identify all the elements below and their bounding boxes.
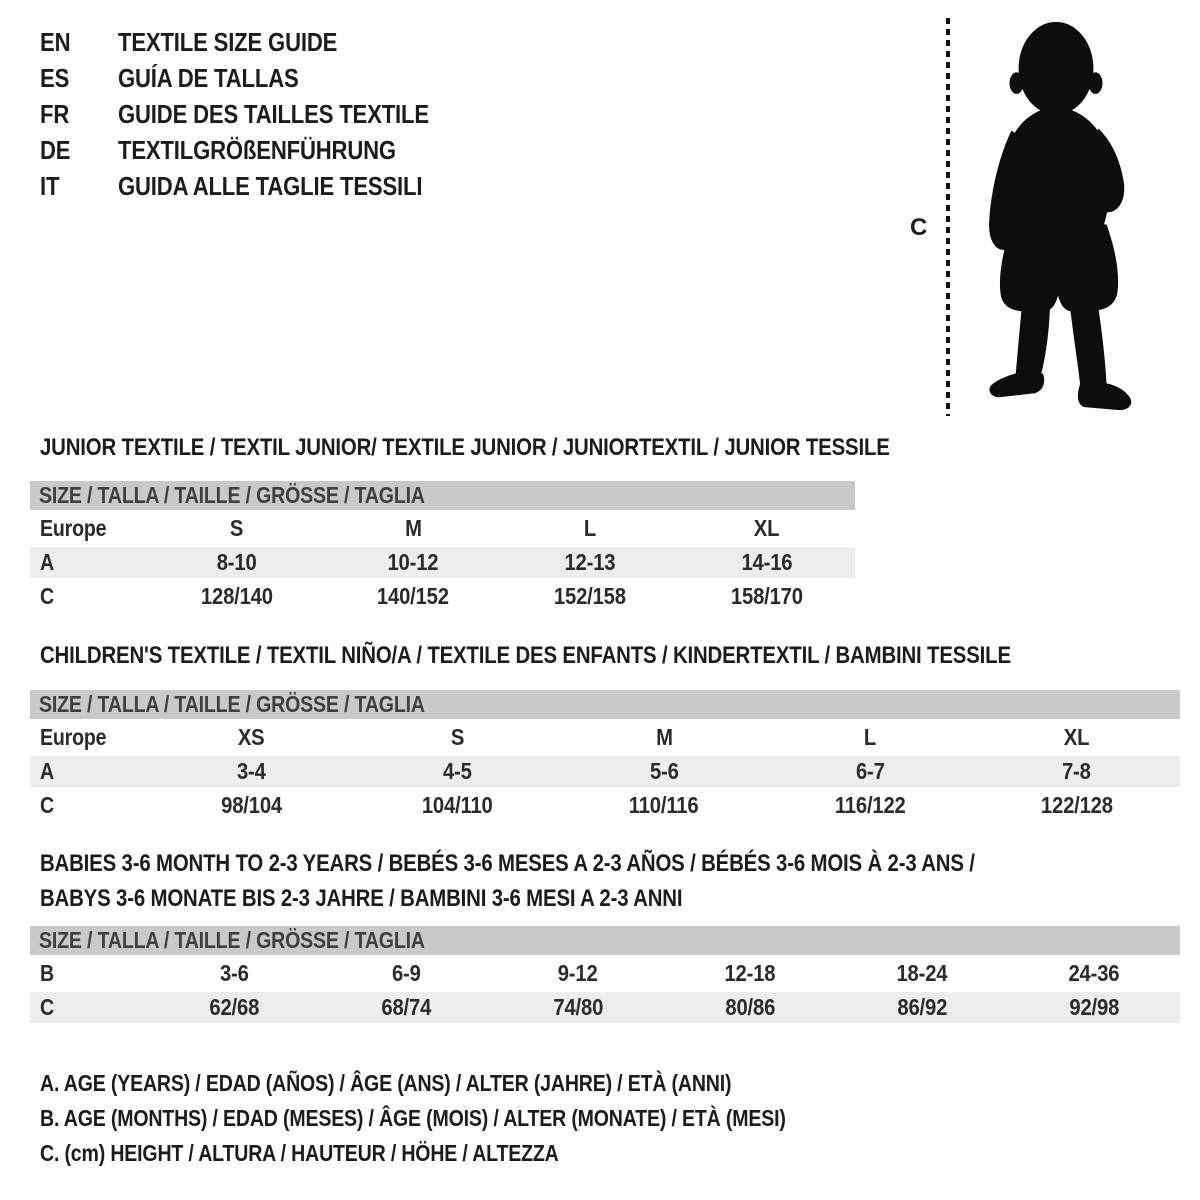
language-code: DE — [40, 134, 71, 165]
table-row-months — [30, 958, 1180, 989]
age-cell: 12-13 — [564, 549, 616, 575]
months-cell: 6-9 — [391, 960, 421, 986]
row-label: B — [40, 960, 54, 986]
table-row-height — [30, 992, 1180, 1023]
height-cell: 104/110 — [422, 792, 493, 818]
height-cell: 86/92 — [897, 994, 947, 1020]
table-header-bar: SIZE / TALLA / TAILLE / GRÖSSE / TAGLIA — [30, 926, 1180, 955]
babies-size-table — [30, 926, 1180, 1023]
row-label: C — [40, 994, 54, 1020]
age-cell: 6-7 — [856, 758, 885, 784]
row-label: C — [40, 792, 54, 818]
language-row-it — [40, 168, 484, 204]
guide-title-it: GUIDA ALLE TAGLIE TESSILI — [118, 170, 423, 201]
age-cell: 7-8 — [1062, 758, 1092, 784]
guide-title-es: GUÍA DE TALLAS — [118, 62, 299, 93]
language-title-list — [40, 24, 484, 204]
table-header-bar: SIZE / TALLA / TAILLE / GRÖSSE / TAGLIA — [30, 690, 1180, 719]
section-title-children: CHILDREN'S TEXTILE / TEXTIL NIÑO/A / TEXTILE DES ENFANTS / KINDERTEXTIL / BAMBINI TESSILE — [40, 642, 1011, 669]
months-cell: 24-36 — [1068, 960, 1120, 986]
age-cell: 14-16 — [741, 549, 793, 575]
children-size-table — [30, 690, 1180, 821]
row-label: A — [40, 758, 54, 784]
table-header-bar: SIZE / TALLA / TAILLE / GRÖSSE / TAGLIA — [30, 481, 855, 510]
months-cell: 3-6 — [219, 960, 249, 986]
height-cell: 122/128 — [1040, 792, 1113, 818]
age-cell: 10-12 — [387, 549, 439, 575]
language-row-en — [40, 24, 484, 60]
height-cell: 152/158 — [553, 583, 626, 609]
age-cell: 4-5 — [443, 758, 472, 784]
months-cell: 9-12 — [558, 960, 598, 986]
height-cell: 68/74 — [381, 994, 431, 1020]
size-cell: S — [229, 515, 244, 541]
language-row-de — [40, 132, 484, 168]
table-row-age — [30, 756, 1180, 787]
junior-size-table — [30, 481, 855, 612]
height-cell: 62/68 — [209, 994, 259, 1020]
row-label: Europe — [40, 724, 107, 750]
height-measure-dashed-line — [946, 18, 950, 416]
legend-line-c: C. (cm) HEIGHT / ALTURA / HAUTEUR / HÖHE / ALTEZZA — [40, 1140, 559, 1166]
size-cell: L — [864, 724, 877, 750]
section-title-babies: BABIES 3-6 MONTH TO 2-3 YEARS / BEBÉS 3-6 MESES A 2-3 AÑOS / BÉBÉS 3-6 MOIS À 2-3 ANS / BABYS 3-6 MONATE BIS 2-3 JAHRE / BAMBINI 3-6 MESI A 2-3 ANNI — [40, 850, 975, 912]
size-cell: XL — [753, 515, 780, 541]
guide-title-fr: GUIDE DES TAILLES TEXTILE — [118, 98, 429, 129]
legend-line-a: A. AGE (YEARS) / EDAD (AÑOS) / ÂGE (ANS) / ALTER (JAHRE) / ETÀ (ANNI) — [40, 1070, 732, 1096]
size-cell: XL — [1064, 724, 1090, 750]
table-row-height — [30, 581, 855, 612]
language-code: ES — [40, 62, 70, 93]
table-row-age — [30, 547, 855, 578]
height-measure-label: C — [910, 214, 928, 241]
measure-legend — [40, 1066, 917, 1171]
guide-title-en: TEXTILE SIZE GUIDE — [118, 26, 338, 57]
months-cell: 18-24 — [896, 960, 948, 986]
size-cell: L — [583, 515, 596, 541]
language-code: FR — [40, 98, 70, 129]
table-row-europe — [30, 722, 1180, 753]
height-cell: 116/122 — [834, 792, 906, 818]
section-title-junior: JUNIOR TEXTILE / TEXTIL JUNIOR/ TEXTILE JUNIOR / JUNIORTEXTIL / JUNIOR TESSILE — [40, 434, 890, 461]
row-label: A — [40, 549, 54, 575]
guide-title-de: TEXTILGRÖßENFÜHRUNG — [118, 134, 396, 165]
months-cell: 12-18 — [724, 960, 776, 986]
height-cell: 158/170 — [730, 583, 803, 609]
size-cell: S — [450, 724, 465, 750]
language-row-es — [40, 60, 484, 96]
table-row-europe — [30, 513, 855, 544]
age-cell: 3-4 — [236, 758, 266, 784]
height-cell: 98/104 — [220, 792, 282, 818]
table-row-height — [30, 790, 1180, 821]
language-code: IT — [40, 170, 60, 201]
age-cell: 5-6 — [649, 758, 679, 784]
size-cell: M — [655, 724, 673, 750]
toddler-silhouette-icon — [965, 12, 1147, 417]
language-row-fr — [40, 96, 484, 132]
height-cell: 110/116 — [629, 792, 699, 818]
height-cell: 140/152 — [377, 583, 450, 609]
legend-line-b: B. AGE (MONTHS) / EDAD (MESES) / ÂGE (MOIS) / ALTER (MONATE) / ETÀ (MESI) — [40, 1105, 786, 1131]
size-cell: M — [404, 515, 422, 541]
height-cell: 80/86 — [725, 994, 775, 1020]
height-cell: 92/98 — [1069, 994, 1119, 1020]
age-cell: 8-10 — [216, 549, 257, 575]
language-code: EN — [40, 26, 71, 57]
size-cell: XS — [237, 724, 265, 750]
row-label: Europe — [40, 515, 107, 541]
height-cell: 74/80 — [553, 994, 603, 1020]
row-label: C — [40, 583, 54, 609]
height-cell: 128/140 — [200, 583, 273, 609]
